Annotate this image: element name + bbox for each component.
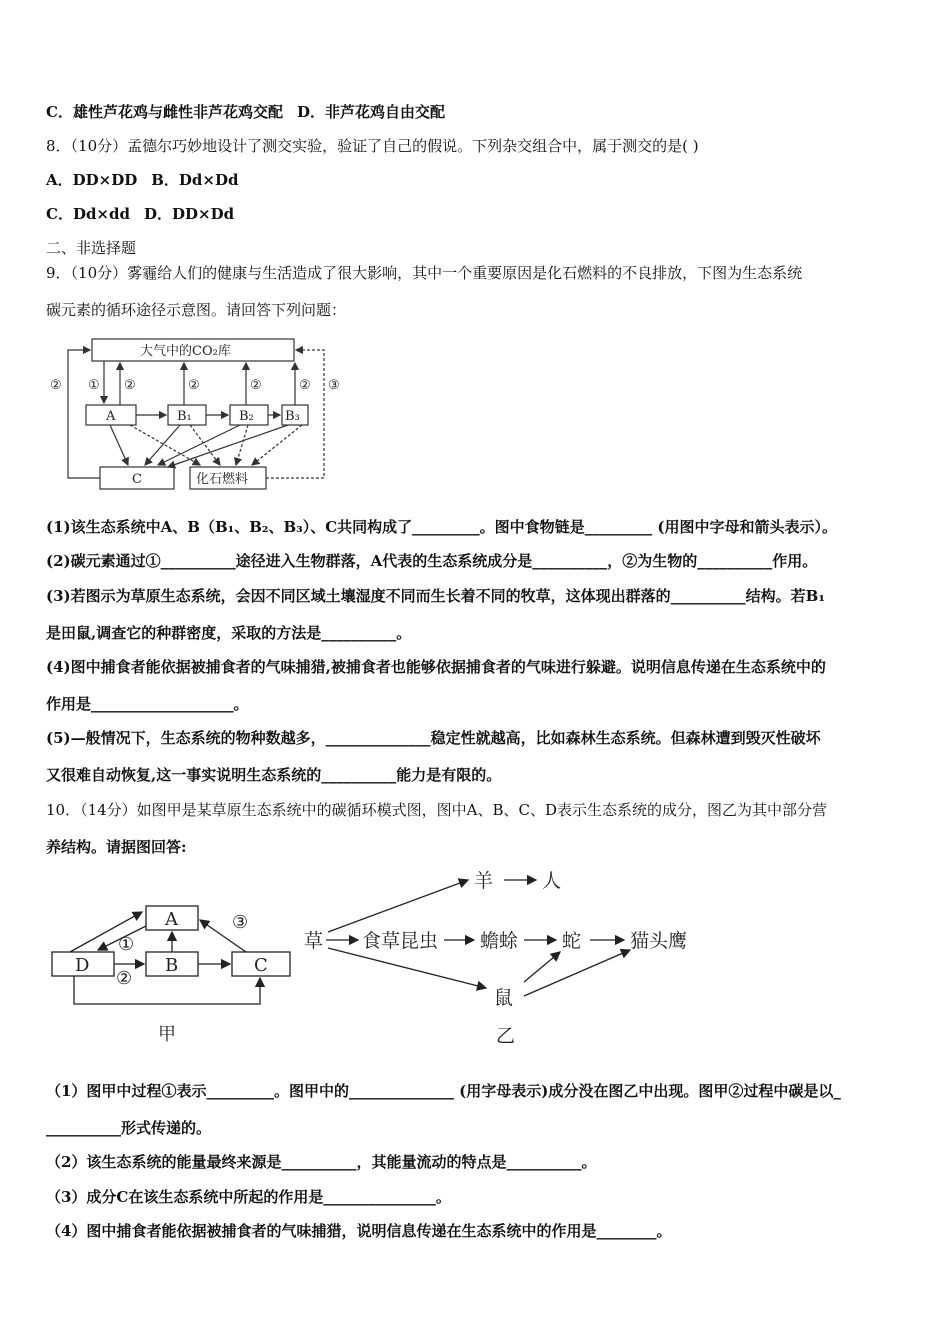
q9-part-1: (1)该生态系统中A、B（B₁、B₂、B₃）、C共同构成了_________。图中食物链是_________ (用图中字母和箭头表示）。 (46, 518, 837, 536)
q9-stem-2: 碳元素的循环途径示意图。请回答下列问题： (46, 301, 347, 319)
process-2-label: ② (188, 378, 200, 393)
q7-option-c: C．雄性芦花鸡与雌性非芦花鸡交配 (46, 103, 283, 121)
q8-stem-text: 8．（10分）孟德尔巧妙地设计了测交实验，验证了自己的假说。下列杂交组合中，属于测交的是( ) (46, 137, 699, 155)
q9-part-4a: (4)图中捕食者能依据被捕食者的气味捕猎,被捕食者也能够依据捕食者的气味进行躲避。说明信息传递在生态系统中的 (46, 658, 826, 676)
jia-b-label: B (165, 955, 179, 976)
q10-part-4: （4）图中捕食者能依据被捕食者的气味捕猎，说明信息传递在生态系统中的作用是________。 (46, 1222, 672, 1240)
a-label: A (106, 409, 116, 424)
process-2-label: ② (50, 378, 62, 393)
q9-part-5b: 又很难自动恢复,这一事实说明生态系统的__________能力是有限的。 (46, 766, 502, 784)
q10-part-1b: __________形式传递的。 (46, 1119, 212, 1137)
jia-c-label: C (254, 955, 268, 976)
q8-stem (46, 136, 699, 156)
yi-toad-label: 蟾蜍 (480, 930, 519, 952)
q8-option-b: B．Dd×Dd (151, 171, 239, 189)
process-2-label: ② (124, 378, 136, 393)
carbon-cycle-diagram (40, 335, 360, 495)
jia-process-2: ② (116, 968, 133, 989)
jia-process-1: ① (118, 934, 135, 955)
jia-caption: 甲 (158, 1024, 176, 1045)
q8-option-c: C．Dd×dd (46, 205, 130, 223)
process-3-label: ③ (328, 378, 340, 393)
figure-yi (300, 858, 720, 1050)
q8-options-cd (46, 204, 234, 224)
jia-a-label: A (165, 909, 178, 930)
q10-part-1a: （1）图甲中过程①表示_________。图甲中的______________ (用字母表示)成分没在图乙中出现。图甲②过程中碳是以_ (46, 1082, 841, 1100)
q9-part-5a: (5)—般情况下，生态系统的物种数越多，______________稳定性就越高，比如森林生态系统。但森林遭到毁灭性破坏 (46, 729, 821, 747)
process-1-label: ① (88, 378, 100, 393)
q9-part-3a: (3)若图示为草原生态系统，会因不同区域土壤湿度不同而生长着不同的牧草，这体现出群落的__________结构。若B₁ (46, 587, 825, 605)
yi-human-label: 人 (542, 870, 562, 892)
b2-label: B₂ (239, 409, 254, 424)
jia-process-3: ③ (232, 912, 249, 933)
yi-insect-label: 食草昆虫 (362, 930, 439, 952)
b1-label: B₁ (177, 409, 192, 424)
yi-caption: 乙 (496, 1025, 516, 1047)
q9-part-4b: 作用是___________________。 (46, 695, 249, 713)
yi-sheep-label: 羊 (474, 870, 494, 892)
q10-stem-1 (46, 800, 827, 820)
b3-label: B₃ (285, 409, 300, 424)
q10-part-2: （2）该生态系统的能量最终来源是__________，其能量流动的特点是__________。 (46, 1153, 597, 1171)
q7-options-line (46, 102, 445, 122)
figure-jia (46, 898, 302, 1050)
process-2-label: ② (299, 378, 311, 393)
yi-snake-label: 蛇 (562, 930, 582, 952)
q7-option-d: D．非芦花鸡自由交配 (296, 103, 445, 121)
yi-mouse-label: 鼠 (494, 987, 514, 1009)
fossil-label: 化石燃料 (196, 472, 249, 487)
yi-owl-label: 猫头鹰 (630, 930, 688, 952)
q10-part-3: （3）成分C在该生态系统中所起的作用是_______________。 (46, 1188, 451, 1206)
q10-stem-1-text: 10．（14分）如图甲是某草原生态系统中的碳循环模式图，图中A、B、C、D表示生态系统的成分，图乙为其中部分营 (46, 801, 828, 819)
atmosphere-label: 大气中的CO₂库 (140, 344, 231, 359)
q9-stem-1: 9．（10分）雾霾给人们的健康与生活造成了很大影响，其中一个重要原因是化石燃料的不良排放，下图为生态系统 (46, 264, 803, 282)
process-2-label: ② (250, 378, 262, 393)
q9-part-2: (2)碳元素通过①__________途径进入生物群落，A代表的生态系统成分是__________，②为生物的__________作用。 (46, 552, 818, 570)
c-label: C (132, 472, 142, 487)
q8-option-d: D．DD×Dd (143, 205, 235, 223)
q9-part-3b: 是田鼠,调查它的种群密度，采取的方法是__________。 (46, 624, 412, 642)
q8-option-a: A．DD×DD (46, 171, 138, 189)
yi-grass-label: 草 (304, 930, 324, 952)
q8-options-ab (46, 170, 239, 190)
q10-stem-2: 养结构。请据图回答: (46, 838, 187, 856)
jia-d-label: D (75, 955, 90, 976)
section-heading: 二、非选择题 (46, 239, 137, 257)
